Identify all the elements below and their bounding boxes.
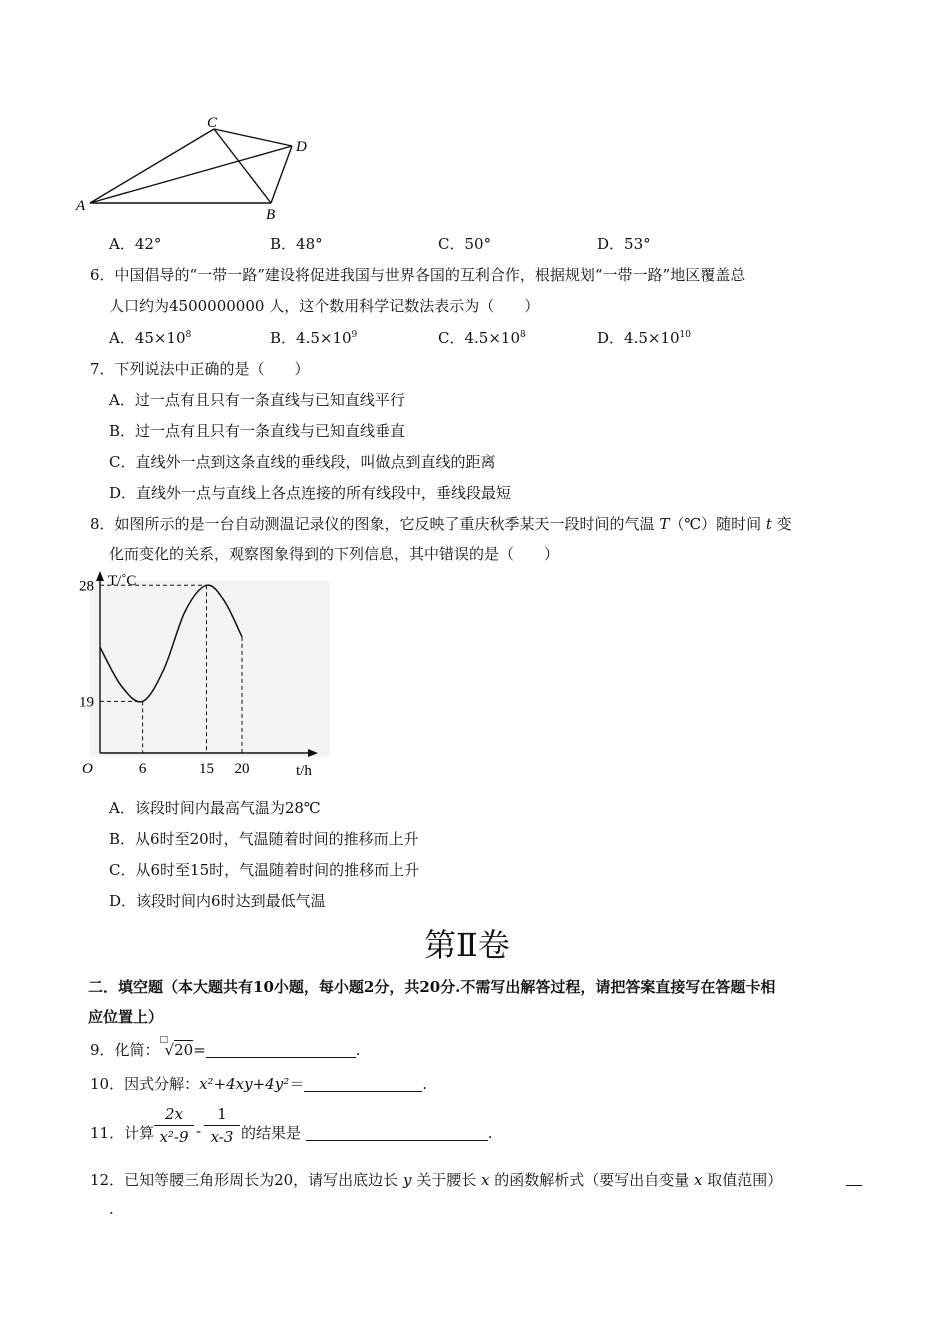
q6-stem-line1: 6．中国倡导的“一带一路”建设将促进我国与世界各国的互利合作，根据规划“一带一路”地区覆盖总 <box>90 266 746 284</box>
q9-radical: □ √20 <box>159 1035 194 1059</box>
x-axis-label: t/h <box>296 763 312 779</box>
y-tick-label-28: 28 <box>79 578 94 595</box>
q9-radical-index: □ <box>159 1035 169 1045</box>
temperature-chart <box>72 565 332 785</box>
q10-expression: x²+4xy+4y² <box>199 1075 290 1093</box>
q9: 9．化简： □ √20= . <box>90 1035 361 1059</box>
q6-stem-line2: 人口约为4500000000 人，这个数用科学记数法表示为（ ） <box>109 297 540 315</box>
q8-option-a: A．该段时间内最高气温为28℃ <box>109 799 321 817</box>
q7-option-c: C．直线外一点到这条直线的垂线段，叫做点到直线的距离 <box>109 453 496 471</box>
q11-minus: - <box>196 1122 202 1140</box>
q8-option-b: B．从6时至20时，气温随着时间的推移而上升 <box>109 830 419 848</box>
q5-option-c: C．50° <box>438 235 492 253</box>
vertex-label-c: C <box>207 115 218 131</box>
q8-stem-line1: 8．如图所示的是一台自动测温记录仪的图象，它反映了重庆秋季某天一段时间的气温 T（℃）随时间 t 变 <box>90 515 792 533</box>
q5-option-a: A．42° <box>109 235 162 253</box>
q7-option-a: A．过一点有且只有一条直线与已知直线平行 <box>109 391 405 409</box>
y-tick-label-19: 19 <box>79 694 94 711</box>
quadrilateral-figure <box>70 110 320 225</box>
q7-stem: 7．下列说法中正确的是（ ） <box>90 360 310 378</box>
chart-background <box>90 581 330 757</box>
q6-option-c: C．$4.5\times 10^8$ <box>438 329 526 347</box>
x-tick-label-15: 15 <box>199 761 214 777</box>
q9-answer-blank[interactable] <box>206 1043 356 1058</box>
q11-fraction-2: 1 x-3 <box>204 1105 240 1146</box>
vertex-label-a: A <box>76 198 86 214</box>
vertex-label-b: B <box>266 207 276 223</box>
q8-stem-line2: 化而变化的关系，观察图象得到的下列信息，其中错误的是（ ） <box>109 545 560 563</box>
y-axis-arrow <box>96 571 104 581</box>
y-axis-label: T/˚C <box>108 573 137 589</box>
q10-answer-blank[interactable] <box>304 1077 422 1092</box>
q11-suffix: 的结果是 . <box>241 1124 493 1142</box>
q11-answer-blank[interactable] <box>306 1126 488 1141</box>
section-heading-line1: 二．填空题（本大题共有10小题，每小题2分，共20分.不需写出解答过程，请把答案直接写在答题卡相 <box>88 978 776 996</box>
q5-option-b: B．48° <box>270 235 323 253</box>
q5-option-d: D．53° <box>597 235 651 253</box>
q10: 10．因式分解：x²+4xy+4y²＝ . <box>90 1075 428 1093</box>
section-heading-line2: 应位置上） <box>88 1008 164 1026</box>
q6-option-a: A．$45\times 10^8$ <box>109 329 192 347</box>
q6-option-d: D．$4.5\times 10^{10}$ <box>597 329 691 347</box>
x-tick-label-20: 20 <box>234 761 250 777</box>
q12-end: . <box>109 1200 114 1218</box>
q11-fraction-1: 2x x²-9 <box>154 1105 194 1146</box>
q12-answer-blank[interactable] <box>846 1171 862 1186</box>
q11-prefix: 11．计算 <box>90 1124 155 1142</box>
q8-option-c: C．从6时至15时，气温随着时间的推移而上升 <box>109 861 420 879</box>
origin-label: O <box>82 761 93 777</box>
q7-option-b: B．过一点有且只有一条直线与已知直线垂直 <box>109 422 406 440</box>
vertex-label-d: D <box>296 139 307 155</box>
section-title: 第Ⅱ卷 <box>424 926 510 964</box>
q12-line1: 12．已知等腰三角形周长为20，请写出底边长 y 关于腰长 x 的函数解析式（要写出自变量 x 取值范围） <box>90 1171 783 1189</box>
q9-radicand: 20 <box>174 1041 194 1059</box>
q7-option-d: D．直线外一点与直线上各点连接的所有线段中，垂线段最短 <box>109 484 512 502</box>
q9-prefix: 9．化简： <box>90 1041 160 1059</box>
q8-option-d: D．该段时间内6时达到最低气温 <box>109 892 326 910</box>
q6-option-b: B．$4.5\times 10^9$ <box>270 329 358 347</box>
x-tick-label-6: 6 <box>138 761 147 777</box>
